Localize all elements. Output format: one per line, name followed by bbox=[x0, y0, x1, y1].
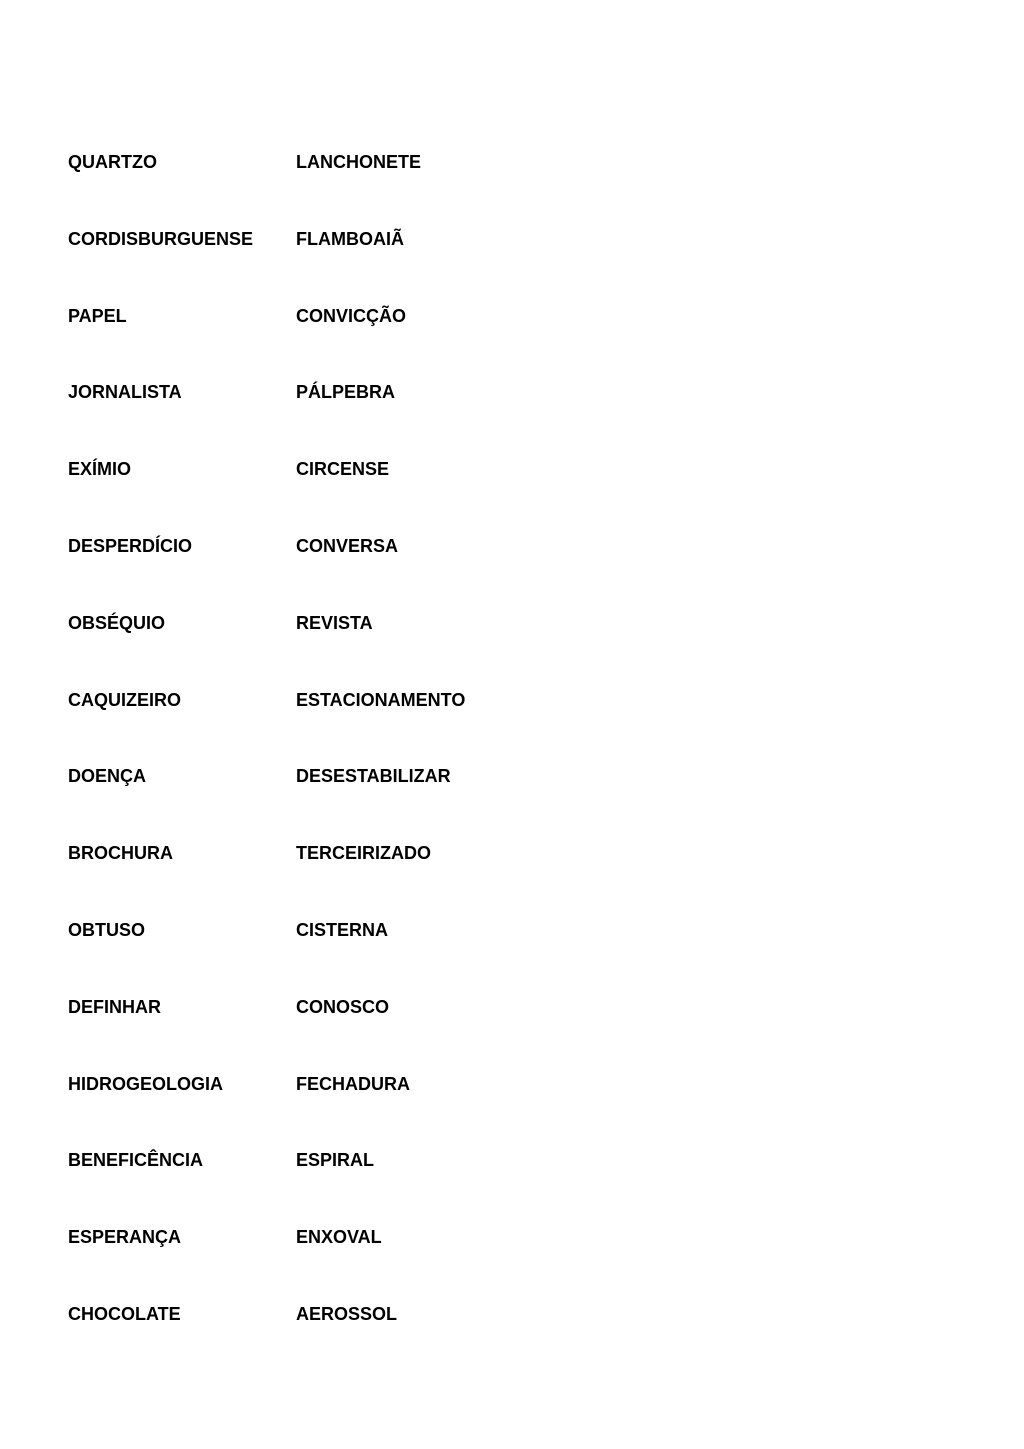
word-left: EXÍMIO bbox=[68, 459, 132, 480]
word-row bbox=[68, 532, 688, 609]
word-right: CISTERNA bbox=[296, 919, 389, 940]
word-left: HIDROGEOLOGIA bbox=[68, 1073, 224, 1094]
word-left: JORNALISTA bbox=[68, 382, 182, 403]
word-right: CONVERSA bbox=[296, 535, 399, 556]
word-right: LANCHONETE bbox=[296, 152, 421, 172]
word-row bbox=[68, 916, 688, 993]
word-right: TERCEIRIZADO bbox=[296, 843, 431, 864]
word-left: OBTUSO bbox=[68, 919, 146, 940]
word-row bbox=[68, 993, 688, 1070]
word-right: DESESTABILIZAR bbox=[296, 766, 451, 787]
word-left: DESPERDÍCIO bbox=[68, 535, 193, 556]
word-row bbox=[68, 455, 688, 532]
word-right: CONVICÇÃO bbox=[296, 305, 407, 326]
word-right: REVISTA bbox=[296, 612, 373, 633]
word-right: ENXOVAL bbox=[296, 1227, 382, 1248]
word-right: ESPIRAL bbox=[296, 1150, 375, 1171]
word-row bbox=[68, 1300, 688, 1377]
word-left: CORDISBURGUENSE bbox=[68, 228, 254, 249]
word-left: ESPERANÇA bbox=[68, 1227, 182, 1248]
word-left: DOENÇA bbox=[68, 766, 147, 787]
word-right: CONOSCO bbox=[296, 996, 390, 1017]
word-left: QUARTZO bbox=[68, 152, 157, 172]
word-row bbox=[68, 609, 688, 686]
word-row bbox=[68, 302, 688, 379]
word-list bbox=[68, 148, 688, 1377]
word-row bbox=[68, 1146, 688, 1223]
word-right: FLAMBOAIÃ bbox=[296, 228, 404, 249]
word-row bbox=[68, 225, 688, 302]
word-left: CAQUIZEIRO bbox=[68, 689, 182, 710]
word-row bbox=[68, 148, 688, 225]
word-left: OBSÉQUIO bbox=[68, 612, 166, 633]
word-right: ESTACIONAMENTO bbox=[296, 689, 466, 710]
word-left: BROCHURA bbox=[68, 843, 173, 864]
word-right: CIRCENSE bbox=[296, 459, 390, 480]
word-left: CHOCOLATE bbox=[68, 1303, 181, 1324]
word-row bbox=[68, 839, 688, 916]
word-row bbox=[68, 1070, 688, 1147]
word-right: AEROSSOL bbox=[296, 1303, 398, 1324]
word-right: FECHADURA bbox=[296, 1073, 410, 1094]
word-row bbox=[68, 378, 688, 455]
word-row bbox=[68, 1223, 688, 1300]
word-row bbox=[68, 762, 688, 839]
word-right: PÁLPEBRA bbox=[296, 382, 396, 403]
word-row bbox=[68, 686, 688, 763]
word-left: BENEFICÊNCIA bbox=[68, 1150, 204, 1171]
word-left: PAPEL bbox=[68, 305, 127, 326]
word-left: DEFINHAR bbox=[68, 996, 161, 1017]
